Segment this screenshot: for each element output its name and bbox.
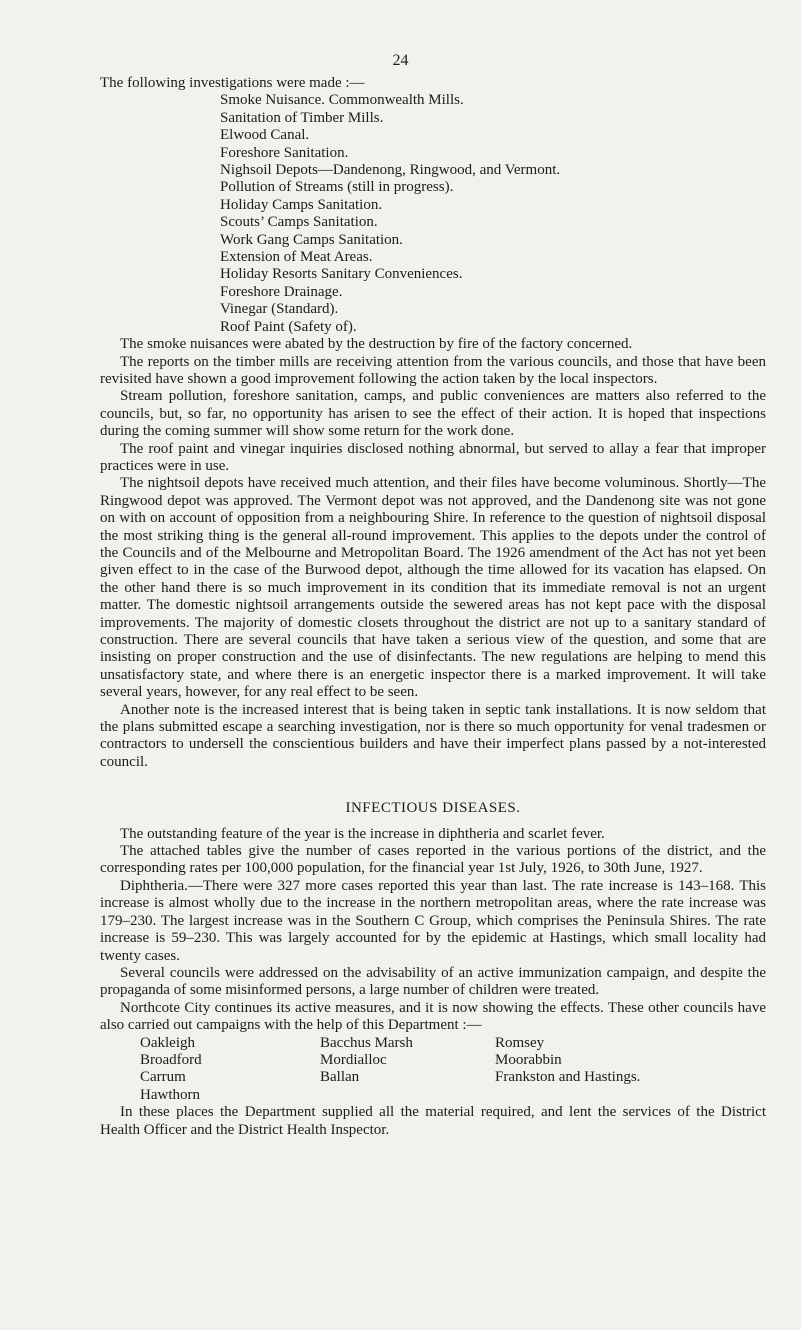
investigations-list (100, 92, 766, 336)
paragraph: The attached tables give the number of cases reported in the various portions of the district, and the corresponding rates per 100,000 population, for the financial year 1st July, 1926, to 30th June, 1927. (100, 843, 766, 877)
council-name: Oakleigh (140, 1034, 195, 1051)
council-name: Frankston and Hastings. (495, 1069, 641, 1086)
list-item: Work Gang Camps Sanitation. (220, 231, 403, 248)
council-name (495, 1087, 695, 1104)
list-item: Holiday Camps Sanitation. (220, 196, 383, 213)
list-item: Holiday Resorts Sanitary Conveniences. (220, 266, 463, 283)
council-name: Romsey (495, 1034, 545, 1051)
page-number: 24 (392, 52, 409, 69)
list-item: Pollution of Streams (still in progress). (220, 179, 454, 196)
list-item: Smoke Nuisance. Commonwealth Mills. (220, 92, 464, 109)
intro-text: The following investigations were made :— (100, 75, 365, 91)
paragraph: The roof paint and vinegar inquiries disclosed nothing abnormal, but served to allay a fear that improper practices were in use. (100, 440, 766, 474)
council-name (320, 1087, 495, 1104)
list-item: Roof Paint (Safety of). (220, 318, 357, 335)
council-name: Bacchus Marsh (320, 1034, 413, 1051)
council-name: Moorabbin (495, 1051, 562, 1068)
list-item: Vinegar (Standard). (220, 301, 339, 318)
paragraph: The nightsoil depots have received much attention, and their files have become voluminous. Shortly—The Ringwood depot was approved. The Vermont depot was not approved, and the Dandenong site was not gone on with on account of opposition from a neighbouring Shire. In reference to the question of nightsoil disposal the most striking thing is the general all-round improvement. This applies to the depots under the control of the Councils and of the Melbourne and Metropolitan Board. The 1926 amendment of the Act has not yet been given effect to in the case of the Burwood depot, although the time allowed for its vacation has elapsed. On the other hand there is so much improvement in its condition that its immediate removal is not an urgent matter. The domestic nightsoil arrangements outside the sewered areas has not kept pace with the disposal improvements. The majority of domestic closets throughout the district are not up to a sanitary standard of construction. There are several councils that have taken a serious view of the question, and some that are insisting on proper construction and the use of disinfectants. The new regulations are helping to mend this unsatisfactory state, and where there is an energetic inspector there is a marked improvement. It will take several years, however, for any real effect to be seen. (100, 475, 766, 701)
council-name: Broadford (140, 1051, 202, 1068)
list-item: Elwood Canal. (220, 127, 310, 144)
council-name: Ballan (320, 1069, 360, 1086)
list-item: Foreshore Sanitation. (220, 144, 349, 161)
document-body (100, 75, 766, 1139)
list-item: Foreshore Drainage. (220, 283, 343, 300)
council-name: Carrum (140, 1069, 186, 1086)
list-item: Sanitation of Timber Mills. (220, 109, 384, 126)
paragraph: The reports on the timber mills are receiving attention from the various councils, and those that have been revisited have shown a good improvement following the action taken by the local inspectors. (100, 353, 766, 387)
closing-paragraph: In these places the Department supplied all the material required, and lent the services of the District Health Officer and the District Health Inspector. (100, 1104, 766, 1138)
paragraph: The outstanding feature of the year is the increase in diphtheria and scarlet fever. (120, 825, 605, 842)
council-name: Hawthorn (140, 1086, 200, 1103)
list-item: Scouts’ Camps Sanitation. (220, 214, 378, 231)
paragraph: Another note is the increased interest that is being taken in septic tank installations. It is now seldom that the plans submitted escape a searching investigation, nor is there so much opportunity for venal tradesmen or contractors to undersell the conscientious builders and have their imperfect plans passed by a not-interested council. (100, 701, 766, 770)
paragraph: Diphtheria.—There were 327 more cases reported this year than last. The rate increase is 143–168. This increase is almost wholly due to the increase in the northern metropolitan areas, where the rate increase was 179–230. The largest increase was in the Southern C Group, which comprises the Peninsula Shires. The rate increase is 59–230. This was largely accounted for by the epidemic at Hastings, which small locality had twenty cases. (100, 877, 766, 964)
paragraph: The smoke nuisances were abated by the destruction by fire of the factory concerned. (120, 336, 633, 353)
list-item: Nighsoil Depots—Dandenong, Ringwood, and Vermont. (220, 162, 561, 179)
section-heading: INFECTIOUS DISEASES. (345, 800, 521, 817)
paragraph: Stream pollution, foreshore sanitation, camps, and public conveniences are matters also referred to the councils, but, so far, no opportunity has arisen to see the effect of their action. It is hoped that inspections during the coming summer will show some return for the work done. (100, 388, 766, 440)
council-list (100, 1035, 766, 1105)
list-item: Extension of Meat Areas. (220, 249, 373, 266)
council-name: Mordialloc (320, 1051, 387, 1068)
paragraph: Northcote City continues its active measures, and it is now showing the effects. These other councils have also carried out campaigns with the help of this Department :— (100, 999, 766, 1034)
paragraph: Several councils were addressed on the advisability of an active immunization campaign, and despite the propaganda of some misinformed persons, a large number of children were treated. (100, 964, 766, 999)
